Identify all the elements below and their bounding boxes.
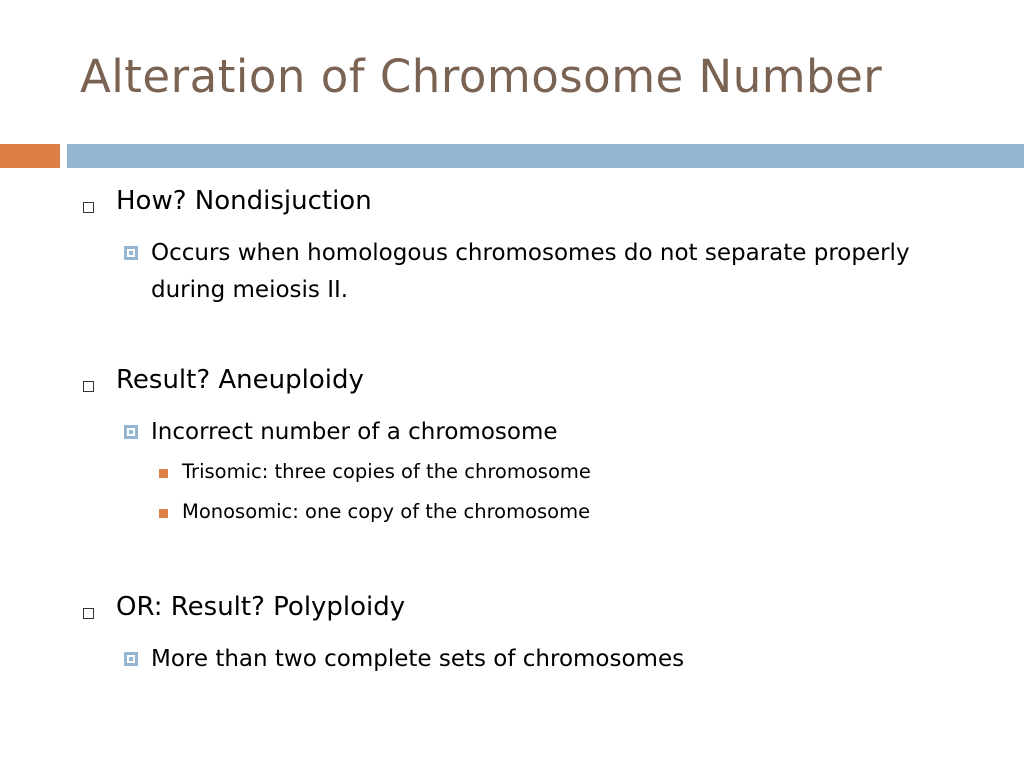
framed-square-bullet-icon xyxy=(124,246,138,260)
filled-square-bullet-icon xyxy=(159,509,168,518)
slide-title: Alteration of Chromosome Number xyxy=(80,50,883,103)
bullet-level2-more-than-two: More than two complete sets of chromosomes xyxy=(151,646,685,672)
hollow-square-bullet-icon xyxy=(83,381,94,392)
filled-square-bullet-icon xyxy=(159,469,168,478)
bullet-level3-trisomic: Trisomic: three copies of the chromosome xyxy=(182,460,591,483)
bullet-level3-monosomic: Monosomic: one copy of the chromosome xyxy=(182,500,591,523)
bullet-level2-incorrect-number: Incorrect number of a chromosome xyxy=(151,419,558,445)
hollow-square-bullet-icon xyxy=(83,608,94,619)
bullet-level1-result-polyploidy: OR: Result? Polyploidy xyxy=(116,592,406,622)
hollow-square-bullet-icon xyxy=(83,202,94,213)
bullet-level1-result-aneuploidy: Result? Aneuploidy xyxy=(116,365,364,395)
bullet-level2-occurs: Occurs when homologous chromosomes do not separate properly during meiosis II. xyxy=(151,240,910,303)
framed-square-bullet-icon xyxy=(124,425,138,439)
bullet-level1-how: How? Nondisjuction xyxy=(116,186,372,216)
framed-square-bullet-icon xyxy=(124,652,138,666)
